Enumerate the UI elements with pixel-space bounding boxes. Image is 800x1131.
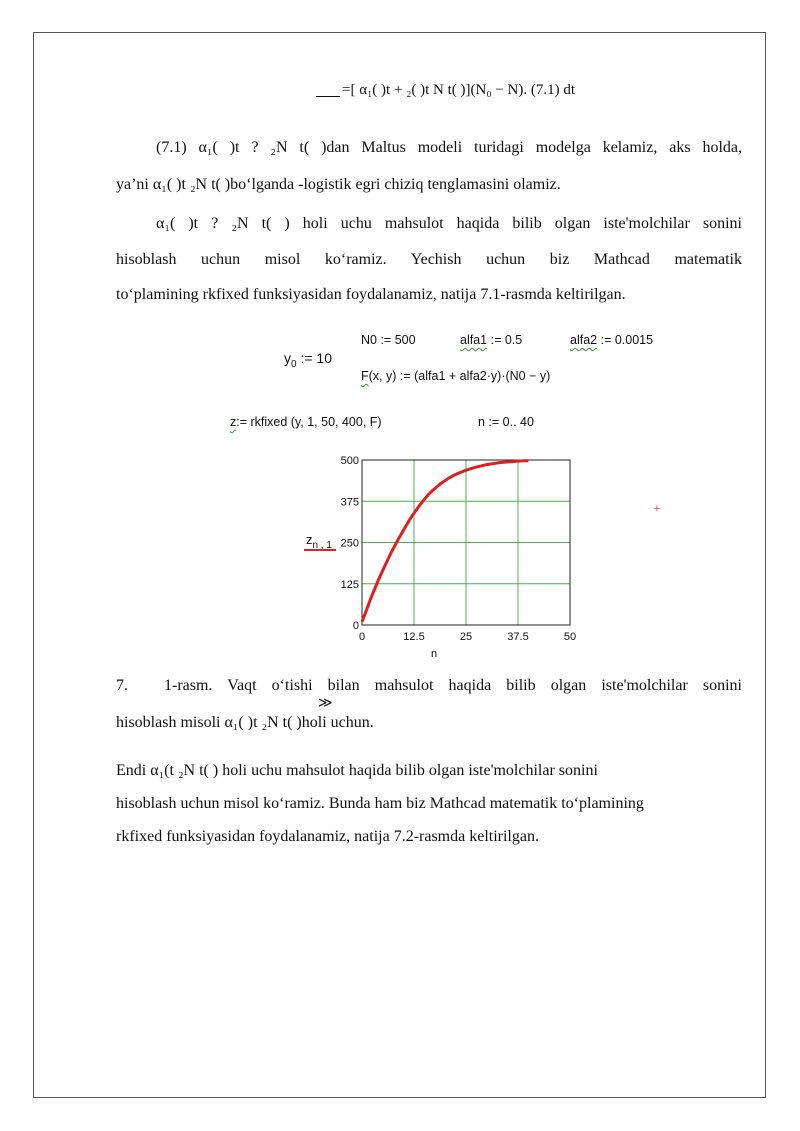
stray-plus-mark: +: [653, 502, 661, 517]
y-tick-label: 125: [340, 578, 359, 591]
fraction-bar: [316, 96, 340, 97]
x-tick-label: 0: [358, 631, 366, 643]
paragraph-3-line-2: hisoblash uchun misol ko‘ramiz. Bunda ham biz Mathcad matematik to‘plamining: [116, 795, 644, 812]
paragraph-2-line-3: to‘plamining rkfixed funksiyasidan foydalanamiz, natija 7.1-rasmda keltirilgan.: [116, 286, 626, 303]
mathcad-y0-definition: $y_0$ := 10: [284, 350, 332, 370]
y-tick-label: 500: [340, 455, 359, 467]
x-tick-label: 12.5: [403, 631, 425, 643]
chart-grid: [362, 460, 570, 625]
paragraph-1-line-1: (7.1) α₁( )t ? ₂N t( )dan Maltus modeli turidagi modelga kelamiz, aks holda,: [156, 139, 742, 156]
paragraph-3-line-1: Endi α₁(t ₂N t( ) holi uchu mahsulot haqida bilib olgan iste'molchilar sonini: [116, 762, 598, 779]
paragraph-1-line-2: ya’ni α₁( )t ₂N t( )bo‘lganda -logistik egri chiziq tenglamasini olamiz.: [116, 176, 561, 193]
caption-line-1: 1-rasm. Vaqt o‘tishi bilan mahsulot haqida bilib olgan iste'molchilar sonini: [164, 677, 742, 694]
series-line: [362, 461, 528, 622]
mathcad-alfa2-definition: alfa2 := 0.0015: [570, 333, 654, 347]
chart-y-label: $z_{n , 1}$: [306, 532, 332, 551]
x-tick-label: 50: [563, 631, 577, 643]
mathcad-alfa1-definition: alfa1 := 0.5: [460, 333, 523, 347]
mathcad-rkfixed-definition: z:= rkfixed (y, 1, 50, 400, F): [230, 415, 382, 429]
y-tick-label: 375: [340, 496, 359, 509]
x-tick-label: 37.5: [507, 631, 529, 643]
logistic-chart: [290, 450, 600, 662]
mathcad-range-definition: n := 0.. 40: [478, 415, 534, 429]
equation-7-1: =[ α₁( )t + ₂( )t N t( )](N₀ − N). (7.1) dt: [342, 82, 576, 98]
y-tick-label: 0: [352, 620, 359, 632]
x-tick-label: 25: [459, 631, 473, 643]
caption-line-2: hisoblash misoli α₁( )t ₂N t( )holi uchun.: [116, 714, 374, 731]
paragraph-2-line-2: hisoblash uchun misol ko‘ramiz. Yechish uchun biz Mathcad matematik: [116, 251, 742, 268]
caption-marker: ≫: [318, 696, 333, 711]
mathcad-function-definition: F(x, y) := (alfa1 + alfa2·y)·(N0 − y): [361, 369, 551, 383]
x-axis-label: n: [430, 648, 438, 660]
caption-number: 7.: [116, 677, 128, 694]
chart-axes: [341, 455, 576, 660]
y-tick-label: 250: [340, 537, 359, 550]
chart-series: [362, 461, 528, 622]
mathcad-n0-definition: N0 := 500: [361, 333, 416, 347]
paragraph-3-line-3: rkfixed funksiyasidan foydalanamiz, natija 7.2-rasmda keltirilgan.: [116, 828, 539, 845]
paragraph-2-line-1: α₁( )t ? ₂N t( ) holi uchu mahsulot haqida bilib olgan iste'molchilar sonini: [156, 215, 742, 232]
chart-y-label-underline: [304, 549, 336, 551]
